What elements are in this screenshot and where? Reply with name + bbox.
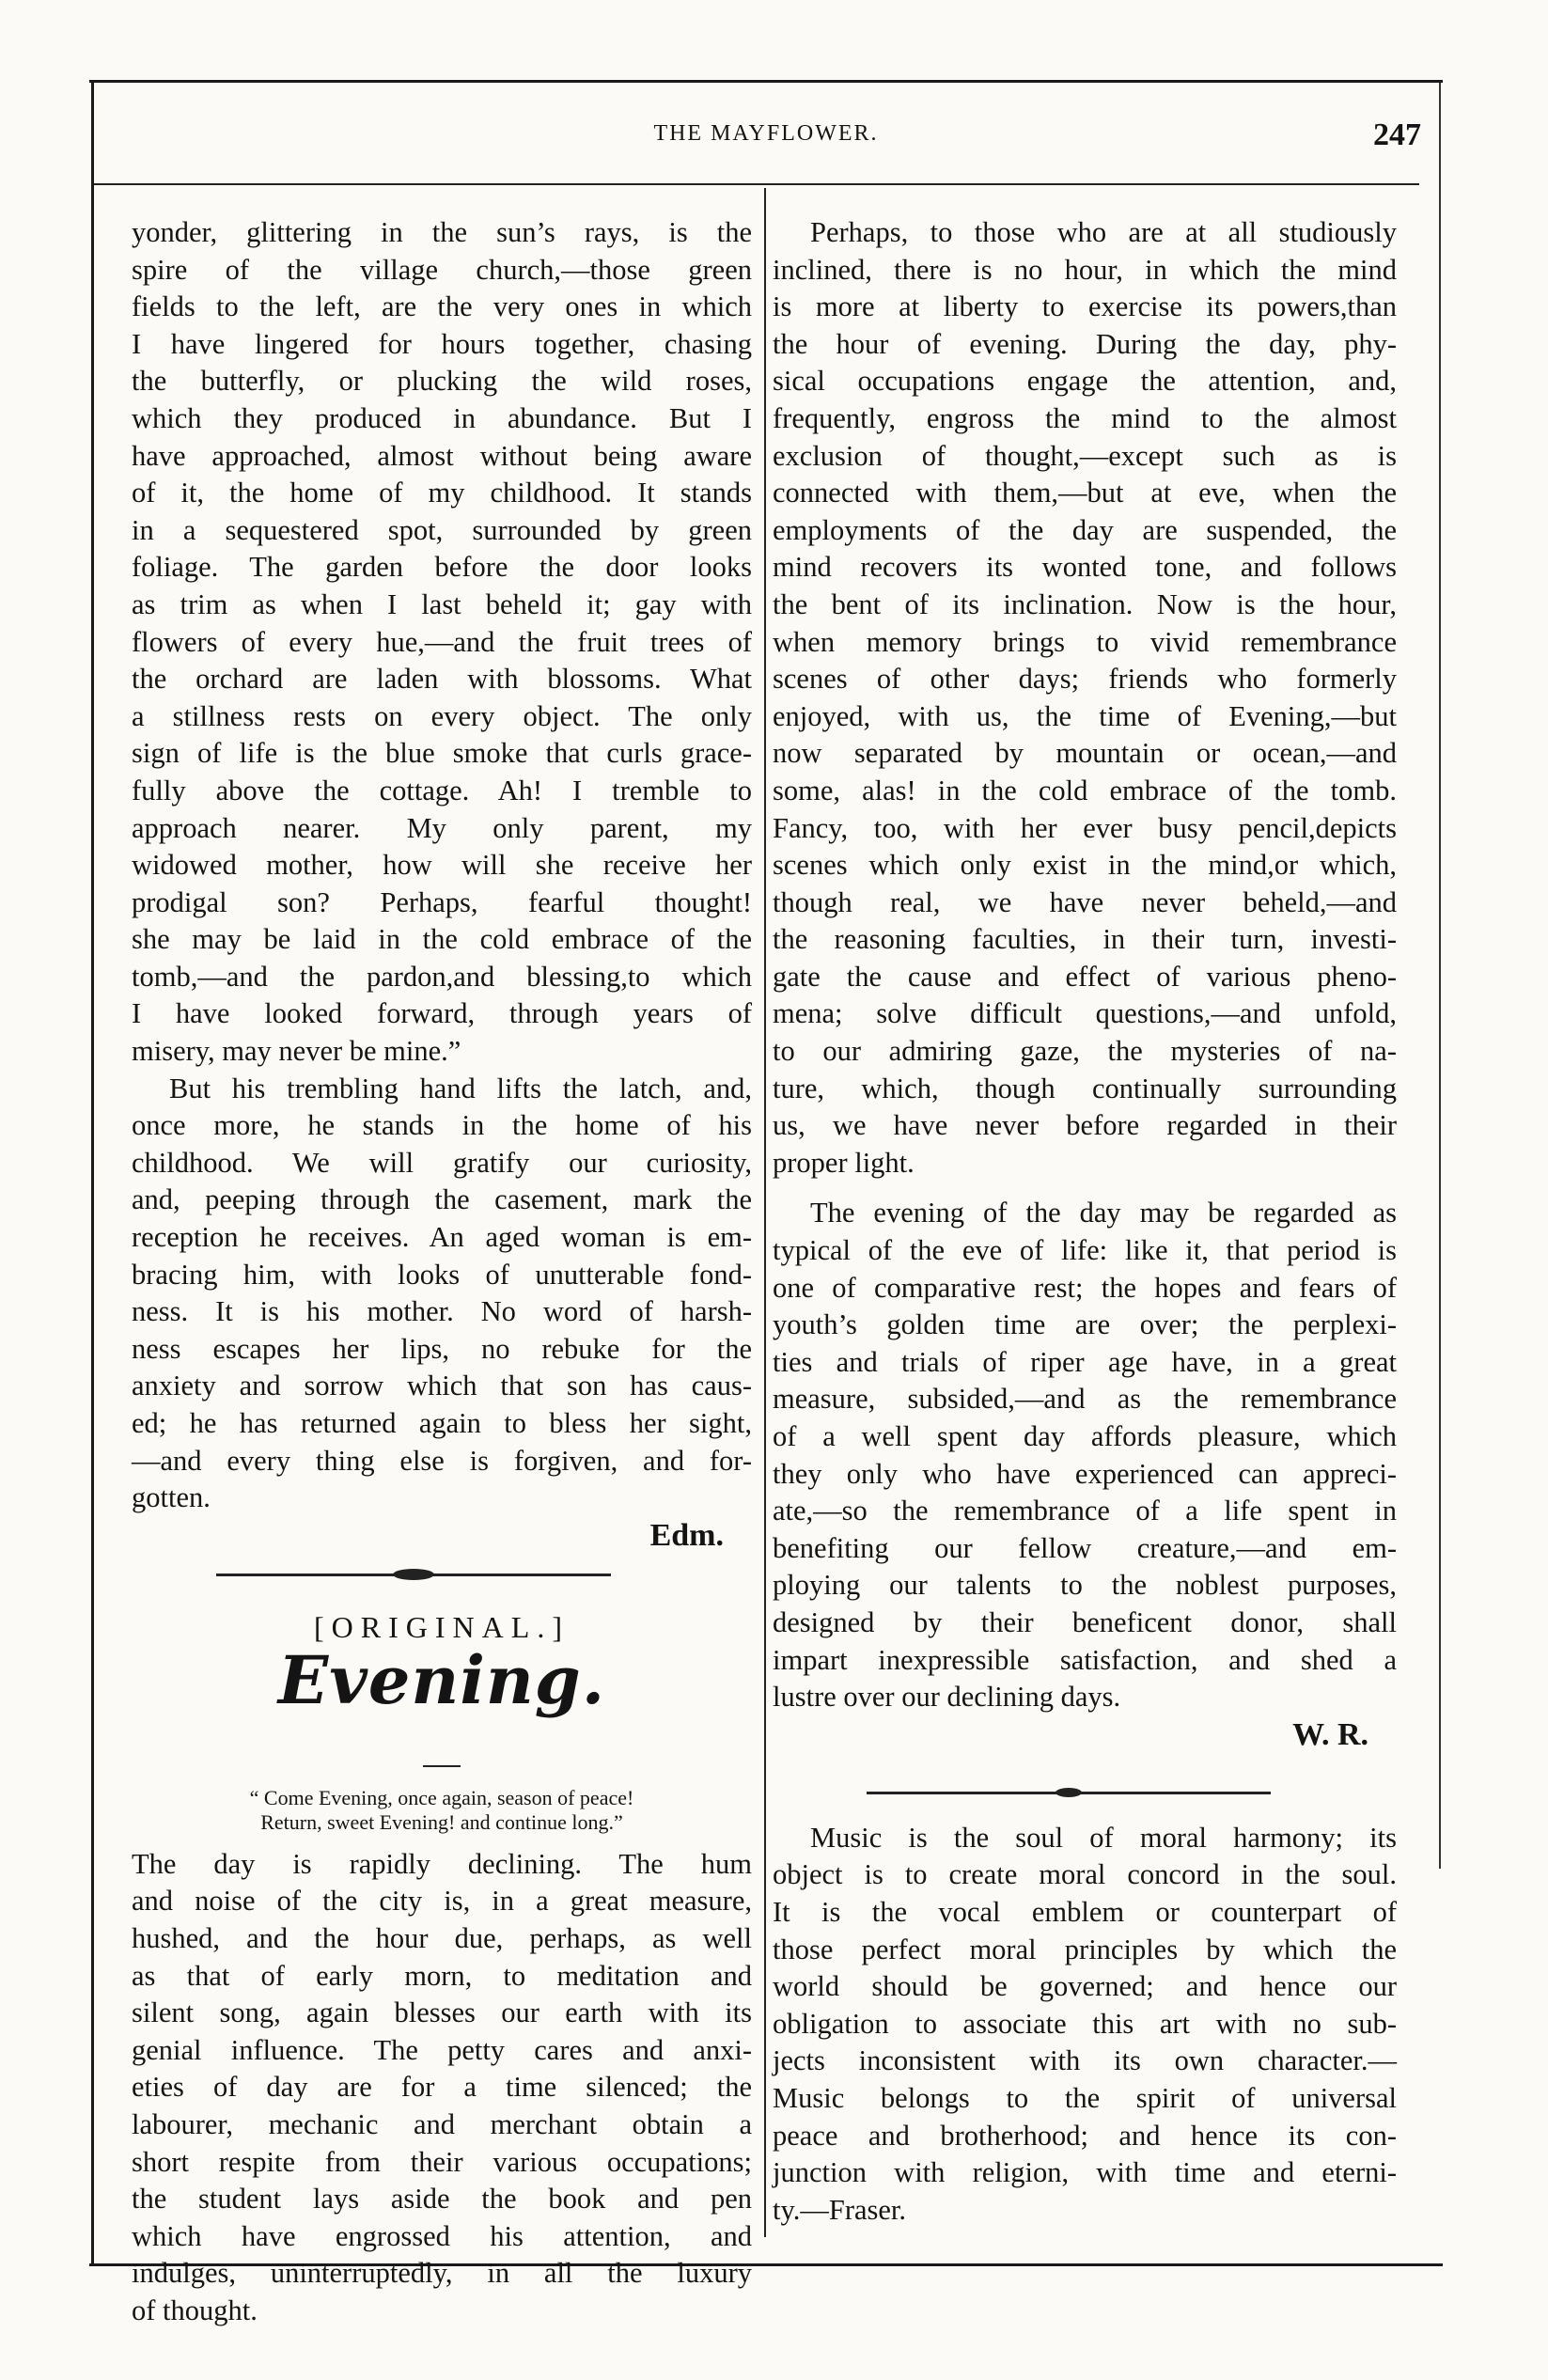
divider-ornament [385,1566,442,1583]
text-line: short respite from their various occupations; [132,2145,752,2178]
music-paragraph [773,1820,1397,2230]
text-line: as trim as when I last beheld it; gay with [132,587,752,620]
text-line: the butterfly, or plucking the wild roses, [132,365,752,398]
text-line: approach nearer. My only parent, my [132,811,752,844]
text-line: spire of the village church,—those green [132,253,752,286]
evening-paragraph [773,214,1397,1182]
text-line: fully above the cottage. Ah! I tremble to [132,774,752,806]
text-line: widowed mother, how will she receive her [132,849,752,882]
text-line: ness. It is his mother. No word of harsh- [132,1295,752,1328]
right-border [1439,83,1441,1869]
text-line: youth’s golden time are over; the perplexi- [773,1308,1397,1341]
text-line: which they produced in abundance. But I [132,401,752,434]
text-line: though real, we have never beheld,—and [773,885,1397,918]
left-column [132,214,752,2330]
text-line: a stillness rests on every object. The only [132,699,752,732]
text-line: the bent of its inclination. Now is the hour, [773,587,1397,620]
text-line: Music is the soul of moral harmony; its [810,1821,1397,1854]
text-line: jects inconsistent with its own character.— [773,2044,1397,2077]
text-line: gate the cause and effect of various pheno- [773,960,1397,993]
text-line: some, alas! in the cold embrace of the tomb. [773,774,1397,806]
text-line: to our admiring gaze, the mysteries of na- [773,1035,1397,1068]
story-paragraph [132,1071,752,1517]
text-line: ploying our talents to the noblest purposes, [773,1569,1397,1602]
text-line: lustre over our declining days. [773,1681,1121,1714]
text-line: junction with religion, with time and eterni- [773,2156,1397,2189]
text-line: flowers of every hue,—and the fruit trees of [132,625,752,658]
column-divider [764,188,766,2237]
original-label: [ORIGINAL.] [314,1609,570,1644]
text-line: inclined, there is no hour, in which the mind [773,253,1397,286]
text-line: the hour of evening. During the day, phy- [773,327,1397,360]
right-column [773,214,1397,2229]
text-line: silent song, again blesses our earth with its [132,1996,752,2029]
text-line: benefiting our fellow creature,—and em- [773,1531,1397,1564]
text-line: employments of the day are suspended, the [773,513,1397,546]
text-line: ness escapes her lips, no rebuke for the [132,1332,752,1365]
text-line: eties of day are for a time silenced; the [132,2071,752,2104]
text-line: the reasoning faculties, in their turn, investi- [773,923,1397,956]
text-line: mind recovers its wonted tone, and follows [773,551,1397,584]
text-line: —and every thing else is forgiven, and for- [132,1444,752,1477]
text-line: Music belongs to the spirit of universal [773,2081,1397,2114]
text-line: those perfect moral principles by which the [773,1933,1397,1965]
text-line: once more, he stands in the home of his [132,1109,752,1142]
text-line: proper light. [773,1146,915,1179]
text-line: of thought. [132,2294,258,2326]
epigraph-line: Return, sweet Evening! and continue long.” [260,1809,623,1834]
text-line: ate,—so the remembrance of a life spent in [773,1495,1397,1527]
divider-ornament [1055,1785,1083,1800]
text-line: world should be governed; and hence our [773,1970,1397,2003]
text-line: now separated by mountain or ocean,—and [773,737,1397,770]
text-line: labourer, mechanic and merchant obtain a [132,2107,752,2140]
story-continuation [132,214,752,1071]
text-line: misery, may never be mine.” [132,1035,461,1068]
text-line: when memory brings to vivid remembrance [773,625,1397,658]
text-line: us, we have never before regarded in their [773,1109,1397,1142]
text-line: measure, subsided,—and as the remembrance [773,1383,1397,1416]
text-line: The evening of the day may be regarded as [810,1197,1397,1229]
text-line: bracing him, with looks of unutterable fond- [132,1258,752,1291]
text-line: childhood. We will gratify our curiosity, [132,1146,752,1179]
text-line: of it, the home of my childhood. It stands [132,477,752,509]
evening-article-body [132,1846,752,2330]
text-line: is more at liberty to exercise its powers,than [773,290,1397,323]
text-line: and, peeping through the casement, mark the [132,1183,752,1216]
page-header [94,117,1438,164]
text-line: ty.—Fraser. [773,2193,907,2226]
text-line: designed by their beneficent donor, shall [773,1605,1397,1638]
text-line: The day is rapidly declining. The hum [132,1847,752,1880]
text-line: enjoyed, with us, the time of Evening,—but [773,699,1397,732]
text-line: as that of early morn, to meditation and [132,1959,752,1992]
text-line: But his trembling hand lifts the latch, and, [169,1072,752,1104]
title-rule [423,1765,461,1767]
text-line: gotten. [132,1481,211,1514]
text-line: one of comparative rest; the hopes and fears of [773,1271,1397,1304]
evening-paragraph [773,1195,1397,1715]
text-line: impart inexpressible satisfaction, and shed a [773,1643,1397,1676]
text-line: yonder, glittering in the sun’s rays, is the [132,216,752,248]
text-line: typical of the eve of life: like it, that period is [773,1234,1397,1267]
text-line: the orchard are laden with blossoms. What [132,663,752,696]
header-rule [94,183,1419,185]
text-line: Fancy, too, with her ever busy pencil,depicts [773,811,1397,844]
text-line: in a sequestered spot, surrounded by green [132,513,752,546]
text-line: hushed, and the hour due, perhaps, as well [132,1921,752,1954]
article-title: Evening. [277,1640,606,1719]
page-number: 247 [1373,117,1421,152]
text-line: Perhaps, to those who are at all studiously [810,216,1397,248]
text-line: mena; solve difficult questions,—and unfold, [773,997,1397,1030]
text-line: sign of life is the blue smoke that curls grace- [132,737,752,770]
text-line: prodigal son? Perhaps, fearful thought! [132,885,752,918]
text-line: frequently, engross the mind to the almost [773,401,1397,434]
text-line: ed; he has returned again to bless her sight, [132,1407,752,1439]
signature-wr: W. R. [1292,1716,1368,1752]
text-line: genial influence. The petty cares and anxi- [132,2033,752,2066]
text-line: object is to create moral concord in the soul. [773,1858,1397,1891]
running-title: THE MAYFLOWER. [653,121,879,146]
epigraph-line: “ Come Evening, once again, season of peace! [249,1785,634,1809]
signature-edm: Edm. [649,1517,724,1553]
text-line: scenes of other days; friends who formerly [773,663,1397,696]
text-line: sical occupations engage the attention, and, [773,365,1397,398]
text-line: reception he receives. An aged woman is em- [132,1221,752,1254]
text-line: foliage. The garden before the door looks [132,551,752,584]
text-line: ties and trials of riper age have, in a great [773,1345,1397,1378]
left-border [91,80,94,2265]
text-line: have approached, almost without being aware [132,439,752,472]
text-line: fields to the left, are the very ones in which [132,290,752,323]
text-line: It is the vocal emblem or counterpart of [773,1895,1397,1928]
text-line: they only who have experienced can appreci- [773,1457,1397,1490]
text-line: indulges, uninterruptedly, in all the luxury [132,2257,752,2290]
text-line: obligation to associate this art with no sub- [773,2007,1397,2040]
text-line: connected with them,—but at eve, when the [773,477,1397,509]
text-line: which have engrossed his attention, and [132,2219,752,2252]
text-line: anxiety and sorrow which that son has caus- [132,1370,752,1402]
epigraph [132,1786,752,1835]
text-line: the student lays aside the book and pen [132,2183,752,2216]
section-divider [773,1754,1397,1820]
text-line: peace and brotherhood; and hence its con- [773,2119,1397,2152]
text-line: scenes which only exist in the mind,or which, [773,849,1397,882]
text-line: I have looked forward, through years of [132,997,752,1030]
text-line: exclusion of thought,—except such as is [773,439,1397,472]
text-line: tomb,—and the pardon,and blessing,to which [132,960,752,993]
text-line: and noise of the city is, in a great measure, [132,1885,752,1918]
text-line: she may be laid in the cold embrace of the [132,923,752,956]
text-line: ture, which, though continually surrounding [773,1072,1397,1104]
text-line: I have lingered for hours together, chasing [132,327,752,360]
section-divider [132,1555,752,1596]
text-line: of a well spent day affords pleasure, which [773,1420,1397,1452]
top-border [89,80,1443,83]
